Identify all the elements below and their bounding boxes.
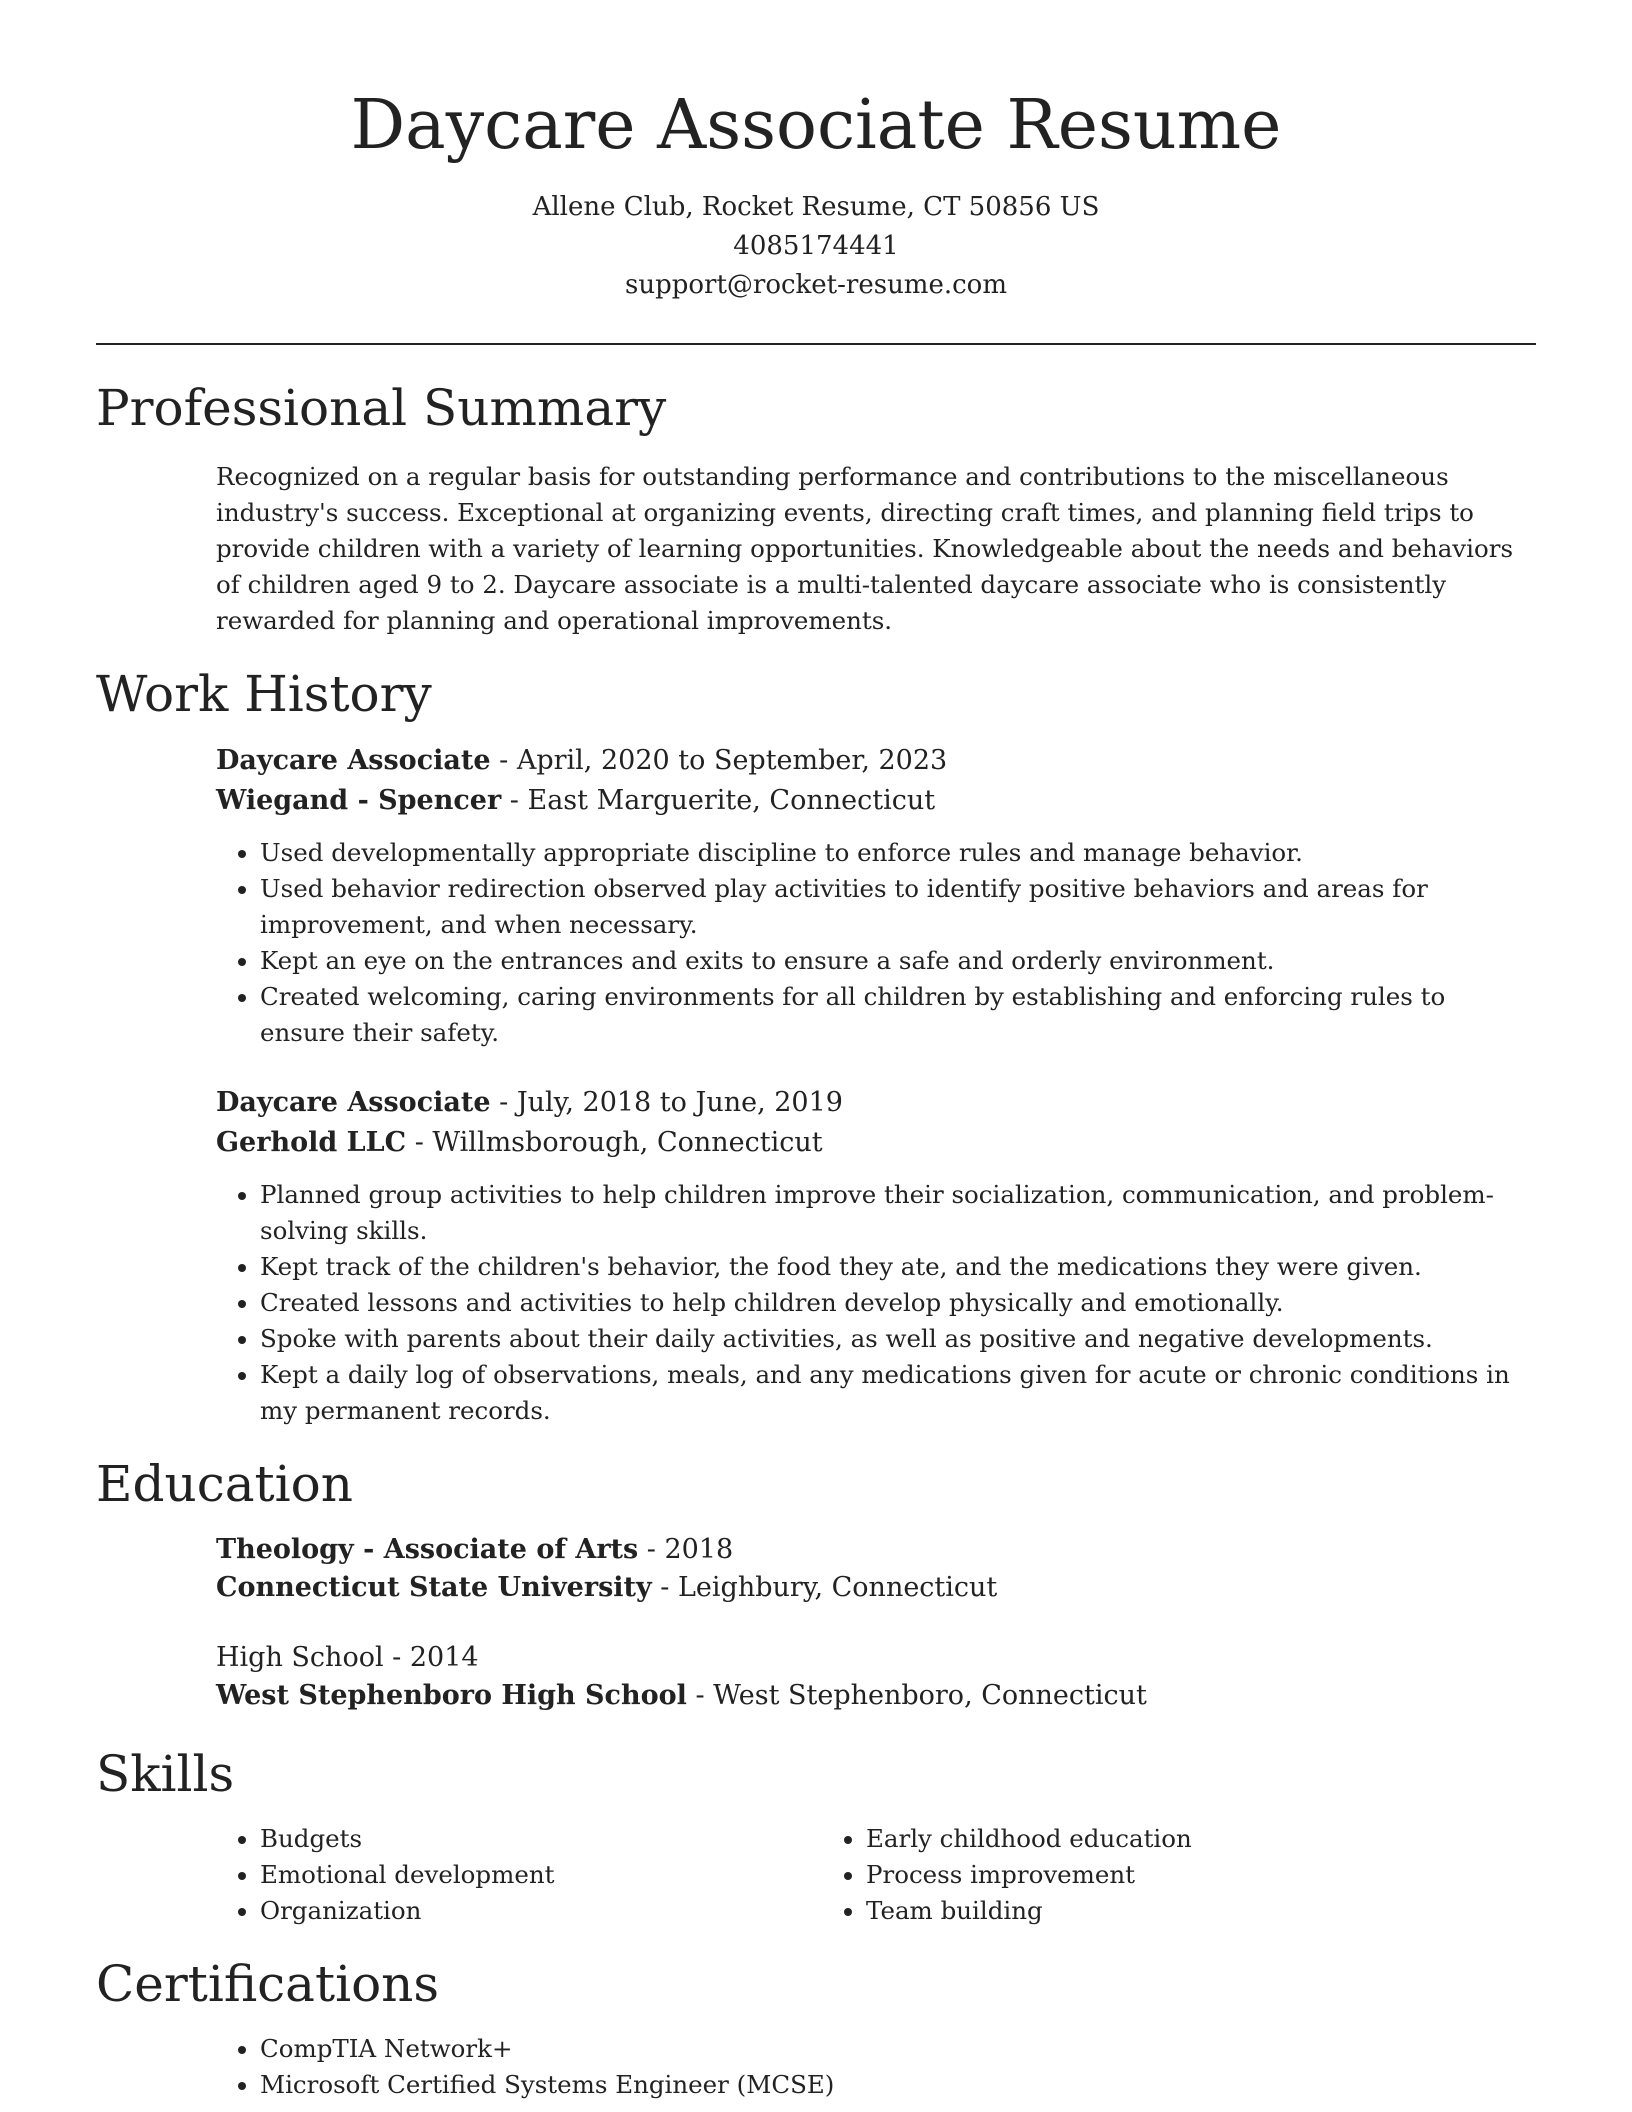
work-history-heading: Work History <box>96 665 432 723</box>
list-item: • Planned group activities to help children improve their socialization, communication, and problem-solving skills. <box>260 1177 1536 1249</box>
list-item: • Kept track of the children's behavior, the food they ate, and the medications they were given. <box>260 1249 1536 1285</box>
job-location: - Willmsborough, Connecticut <box>406 1127 823 1158</box>
job-title-line <box>216 1083 1536 1123</box>
skills-section <box>96 1741 1536 1929</box>
contact-address: Allene Club, Rocket Resume, CT 50856 US <box>532 192 1100 222</box>
education-location: - Leighbury, Connecticut <box>651 1572 998 1603</box>
job-bullets <box>216 1177 1536 1429</box>
education-entry <box>216 1639 1536 1715</box>
header-divider <box>96 343 1536 345</box>
education-degree: Theology - Associate of Arts <box>216 1534 639 1565</box>
education-school: Connecticut State University <box>216 1572 652 1603</box>
list-item: • Used behavior redirection observed play activities to identify positive behaviors and areas for improvement, and when necessary. <box>260 871 1536 943</box>
list-item: • Emotional development <box>260 1857 822 1893</box>
education-school-line <box>216 1677 1536 1715</box>
job-location: - East Marguerite, Connecticut <box>501 785 936 816</box>
list-item: • Spoke with parents about their daily activities, as well as positive and negative developments. <box>260 1321 1536 1357</box>
list-item: • Created lessons and activities to help children develop physically and emotionally. <box>260 1285 1536 1321</box>
job-title-line <box>216 741 1536 781</box>
contact-phone: 4085174441 <box>733 231 899 261</box>
list-item: • Created welcoming, caring environments for all children by establishing and enforcing rules to ensure their safety. <box>260 979 1536 1051</box>
job-company: Wiegand - Spencer <box>216 785 502 816</box>
summary-heading: Professional Summary <box>96 379 667 437</box>
job-dates: - July, 2018 to June, 2019 <box>490 1087 843 1118</box>
job-entry <box>216 1083 1536 1429</box>
list-item: • Kept a daily log of observations, meals, and any medications given for acute or chronic conditions in my permanent records. <box>260 1357 1536 1429</box>
resume-title: Daycare Associate Resume <box>350 86 1282 165</box>
education-section <box>96 1451 1536 1715</box>
list-item: • Kept an eye on the entrances and exits to ensure a safe and orderly environment. <box>260 943 1536 979</box>
education-school: West Stephenboro High School <box>216 1680 687 1711</box>
list-item: • Budgets <box>260 1821 822 1857</box>
skills-columns <box>216 1821 1536 1929</box>
list-item: • Organization <box>260 1893 822 1929</box>
resume-header <box>0 0 1632 305</box>
list-item: • Microsoft Certified Systems Engineer (MCSE) <box>260 2067 1536 2103</box>
job-company-line <box>216 1123 1536 1163</box>
job-company-line <box>216 781 1536 821</box>
education-degree: High School <box>216 1642 384 1673</box>
summary-section <box>96 375 1536 639</box>
certifications-list <box>216 2031 1536 2103</box>
education-heading: Education <box>96 1455 353 1513</box>
work-history-section <box>96 661 1536 1429</box>
skills-heading: Skills <box>96 1745 235 1803</box>
list-item: • Process improvement <box>866 1857 1192 1893</box>
job-bullets <box>216 835 1536 1051</box>
contact-info <box>0 188 1632 305</box>
certifications-section <box>96 1951 1536 2103</box>
list-item: • Early childhood education <box>866 1821 1192 1857</box>
job-dates: - April, 2020 to September, 2023 <box>490 745 948 776</box>
list-item: • Used developmentally appropriate discipline to enforce rules and manage behavior. <box>260 835 1536 871</box>
education-year: - 2014 <box>383 1642 479 1673</box>
summary-text: Recognized on a regular basis for outstanding performance and contributions to the miscellaneous industry's success. Exceptional at organizing events, directing craft times, and planning field trips to provide children with a variety of learning opportunities. Knowledgeable about the needs and behaviors of children aged 9 to 2. Daycare associate is a multi-talented daycare associate who is consistently rewarded for planning and operational improvements. <box>216 462 1514 635</box>
skills-list-left <box>216 1821 822 1929</box>
skills-list-right <box>822 1821 1192 1929</box>
education-entry <box>216 1531 1536 1607</box>
job-title: Daycare Associate <box>216 1087 491 1118</box>
list-item: • Team building <box>866 1893 1192 1929</box>
job-entry <box>216 741 1536 1051</box>
education-degree-line <box>216 1639 1536 1677</box>
job-company: Gerhold LLC <box>216 1127 407 1158</box>
job-title: Daycare Associate <box>216 745 491 776</box>
education-degree-line <box>216 1531 1536 1569</box>
contact-email: support@rocket-resume.com <box>624 270 1007 300</box>
certifications-heading: Certifications <box>96 1955 440 2013</box>
list-item: • CompTIA Network+ <box>260 2031 1536 2067</box>
education-location: - West Stephenboro, Connecticut <box>686 1680 1147 1711</box>
education-school-line <box>216 1569 1536 1607</box>
education-year: - 2018 <box>638 1534 734 1565</box>
